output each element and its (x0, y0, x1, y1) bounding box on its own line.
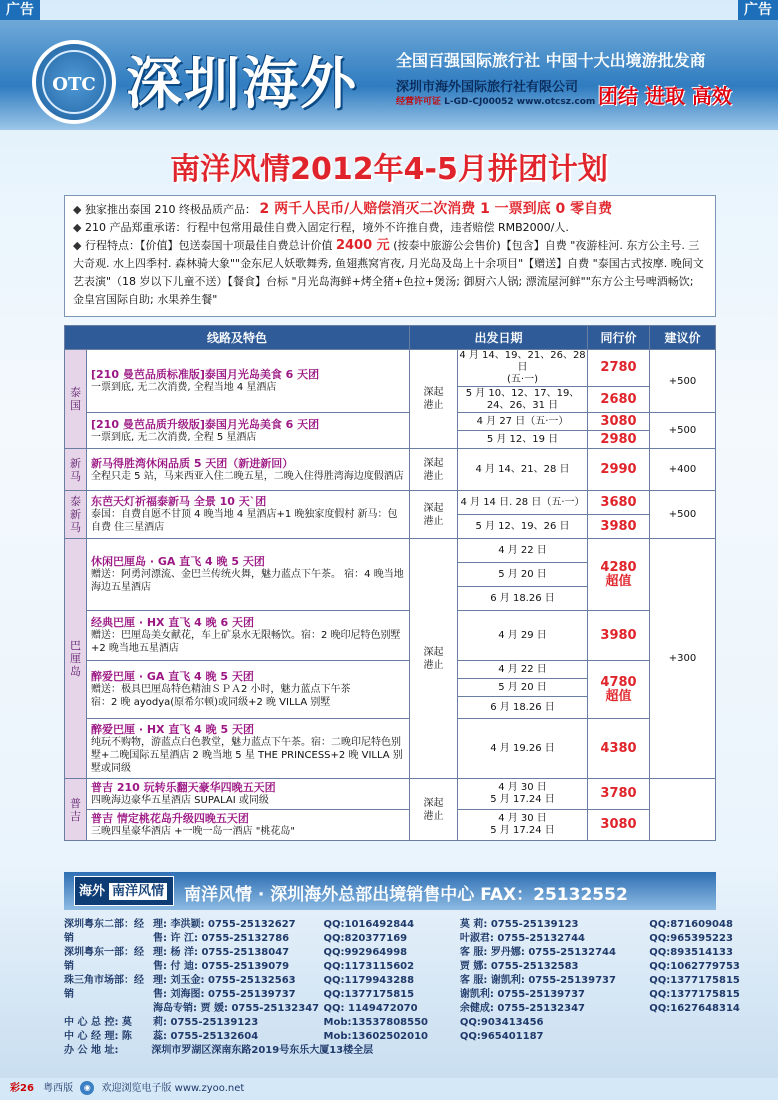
contact-cell: 理: 杨 洋: 0755-25138047 (153, 947, 290, 958)
route-name: 东芭天灯祈福泰新马 全景 10 天`团 (91, 495, 267, 508)
otc-logo (32, 40, 116, 124)
region-thai: 泰 国 (65, 350, 87, 449)
contact-cell (64, 1002, 153, 1016)
contact-cell: 理: 刘玉金: 0755-25132563 (153, 975, 296, 986)
route-name: 普吉 210 玩转乐翻天豪华四晚五天团 (91, 781, 276, 794)
sales-logo-b: 南洋风情 (109, 883, 167, 900)
route-cell (87, 539, 410, 611)
intro-line-1 (73, 200, 707, 219)
table-header-row (65, 326, 716, 350)
contact-cell: 谢凯利: 0755-25139737 (459, 989, 586, 1000)
contact-row (64, 974, 744, 988)
contact-cell: 售: 付 迪: 0755-25139079 (153, 961, 290, 972)
route-desc: 全程只走 5 站，马来西亚入住二晚五星，二晚入住得胜湾海边度假酒店 (91, 470, 404, 482)
contact-cell: QQ:1377175815 (323, 989, 415, 1000)
price-cell: 4280 超值 (588, 539, 650, 611)
contact-row (64, 1016, 744, 1030)
price-cell: 3080 (588, 413, 650, 431)
route-name: 普吉 情定桃花岛升级四晚五天团 (91, 812, 249, 825)
contact-cell: 客 服: 谢凯利: 0755-25139737 (459, 975, 616, 986)
contact-cell: QQ:1173115602 (323, 961, 415, 972)
route-name: 醉爱巴厘 · HX 直飞 4 晚 5 天团 (91, 722, 254, 736)
header-banner (0, 20, 778, 130)
logo-text: OTC (52, 74, 96, 95)
contact-cell: 深圳市罗湖区深南东路2019号东乐大厦13楼全层 (151, 1045, 374, 1056)
sales-logo (74, 876, 174, 906)
date-cell: 5 月 12、19 日 (458, 431, 588, 449)
date-cell: 4 月 19.26 日 (458, 719, 588, 779)
contact-cell (331, 1044, 465, 1058)
date-cell: 4 月 22 日 (458, 661, 588, 679)
route-cell (87, 719, 410, 779)
price-cell: 3780 (588, 779, 650, 810)
route-desc: 赠送：阿勇河漂流、金巴兰传统火舞，魅力蓝点下午茶。 宿：4 晚当地海边五星酒店 (91, 569, 404, 593)
departure-cell: 深起 港止 (410, 539, 458, 779)
contact-cell: 售: 许 江: 0755-25132786 (153, 933, 290, 944)
sales-logo-a: 海外 (79, 884, 106, 899)
contact-row (64, 932, 744, 946)
intro-text: 210 产品郑重承诺：行程中包常用最佳自费入固定行程，境外不许推自费，违者赔偿 RMB2000/人. (84, 221, 569, 234)
contact-cell: 客 服: 罗丹娜: 0755-25132744 (459, 947, 616, 958)
license-row (396, 94, 595, 107)
suggest-cell: +400 (650, 449, 716, 491)
globe-icon: ◉ (80, 1081, 94, 1095)
contact-cell: 叶淑君: 0755-25132744 (459, 933, 586, 944)
route-name: [210 曼芭品质升级版]泰国月光岛美食 6 天团 (91, 417, 320, 431)
contact-cell: QQ:965401187 (459, 1031, 544, 1042)
contact-cell: QQ:871609048 (649, 919, 733, 930)
contact-cell: QQ:1377175815 (649, 989, 740, 1000)
contact-cell: QQ:893514133 (649, 947, 733, 958)
col-dates: 出发日期 (410, 326, 588, 350)
suggest-cell: +500 (650, 491, 716, 539)
contact-row (64, 1044, 744, 1058)
license-number: L-GD-CJ00052 www.otcsz.com (444, 97, 596, 107)
contact-row (64, 1002, 744, 1016)
date-cell: 4 月 30 日 5 月 17.24 日 (458, 779, 588, 810)
tour-table (64, 325, 716, 841)
contact-cell (651, 1044, 744, 1058)
contact-cell: 销 (64, 961, 74, 972)
contact-cell: 海岛专销: 贾 媛: 0755-25132347 (153, 1003, 320, 1014)
contact-cell: QQ:903413456 (459, 1017, 544, 1028)
contact-cell: 销 (64, 989, 74, 1000)
route-cell (87, 449, 410, 491)
date-cell: 4 月 30 日 5 月 17.24 日 (458, 810, 588, 841)
intro-line-2 (73, 219, 707, 237)
table-row (65, 779, 716, 810)
contact-cell: QQ:1062779753 (649, 961, 740, 972)
route-cell (87, 413, 410, 449)
contact-cell: QQ:1627648314 (649, 1003, 740, 1014)
route-cell (87, 779, 410, 810)
route-name: [210 曼芭品质标准版]泰国月光岛美食 6 天团 (91, 368, 320, 381)
date-cell: 4 月 14 日. 28 日（五·一） (458, 491, 588, 515)
route-desc: 一票到底, 无二次消费, 全程 5 星酒店 (91, 431, 257, 443)
contact-row (64, 946, 744, 960)
contact-cell: QQ:1179943288 (323, 975, 415, 986)
suggest-cell: +300 (650, 539, 716, 779)
date-cell: 5 月 12、19、26 日 (458, 515, 588, 539)
col-route: 线路及特色 (65, 326, 410, 350)
route-name: 醉爱巴厘 · GA 直飞 4 晚 5 天团 (91, 670, 254, 683)
intro-value: 2400 元 (335, 238, 390, 253)
contact-cell: Mob:13602502010 (323, 1031, 429, 1042)
route-desc: 赠送：极具巴厘岛特色精油ＳＰＡ2 小时，魅力蓝点下午茶 宿：2 晚 ayodya(原希尔顿)或同级+2 晚 VILLA 别墅 (91, 684, 351, 708)
contact-cell: QQ:820377169 (323, 933, 408, 944)
table-row (65, 810, 716, 841)
table-row (65, 449, 716, 491)
price-cell: 2780 (588, 350, 650, 387)
page-number: 彩26 (10, 1083, 34, 1094)
region-bali: 巴 厘 岛 (65, 539, 87, 779)
suggest-cell: +500 (650, 350, 716, 413)
top-slogan: 全国百强国际旅行社 中国十大出境游批发商 (396, 51, 706, 70)
contact-cell: 中 心 经 理: 陈 (64, 1031, 132, 1042)
contact-cell: QQ:965395223 (649, 933, 733, 944)
table-row (65, 539, 716, 563)
route-desc: 赠送：巴厘岛美女献花，车上矿泉水无限畅饮。宿：2 晚印尼特色别墅+2 晚当地五星酒店 (91, 630, 401, 654)
route-desc: 四晚海边豪华五星酒店 SUPALAI 或同级 (91, 795, 269, 806)
contact-cell: 莫 莉: 0755-25139123 (459, 919, 579, 930)
departure-cell: 深起 港止 (410, 491, 458, 539)
contact-row (64, 1030, 744, 1044)
brand-name: 深圳海外 (126, 51, 358, 117)
contact-cell: QQ:1377175815 (649, 975, 740, 986)
contact-cell: 蕊: 0755-25132604 (153, 1031, 259, 1042)
contact-cell: 珠三角市场部：经 (64, 975, 144, 986)
contact-cell: 深圳粤东一部：经 (64, 947, 144, 958)
route-name: 休闲巴厘岛 · GA 直飞 4 晚 5 天团 (91, 555, 265, 568)
contact-cell: 莉: 0755-25139123 (153, 1017, 259, 1028)
contact-cell (649, 1016, 744, 1030)
sales-banner (64, 872, 716, 910)
intro-text: 行程特点：【价值】包送泰国十项最佳自费总计价值 (84, 239, 333, 252)
price-cell: 3980 (588, 611, 650, 661)
route-desc: 纯玩不购物，游蓝点白色教堂，魅力蓝点下午茶。宿：二晚印尼特色别墅+二晚国际五星酒店 2 晚当地 5 星 THE PRINCESS+2 晚 VILLA 别墅或同级 (91, 736, 403, 774)
table-row (65, 350, 716, 387)
date-cell: 4 月 14、19、21、26、28 日 (五·一) (459, 350, 586, 385)
price-cell: 2980 (588, 431, 650, 449)
contact-cell: 办 公 地 址: (64, 1045, 119, 1056)
departure-cell: 深起 港止 (410, 350, 458, 449)
date-cell: 6 月 18.26 日 (458, 587, 588, 611)
contact-cell: 销 (64, 933, 74, 944)
motto: 团结 进取 高效 (598, 84, 732, 108)
date-cell: 5 月 20 日 (458, 679, 588, 697)
price-cell: 2990 (588, 449, 650, 491)
suggest-cell: +500 (650, 413, 716, 449)
contact-cell: QQ:1016492844 (323, 919, 415, 930)
bullet-icon: ◆ (73, 203, 85, 216)
contact-cell: Mob:13537808550 (323, 1017, 429, 1028)
bullet-icon: ◆ (73, 239, 85, 252)
date-cell: 5 月 20 日 (458, 563, 588, 587)
contact-cell: 中 心 总 控: 莫 (64, 1017, 132, 1028)
price-cell: 3680 (588, 491, 650, 515)
bullet-icon: ◆ (73, 221, 85, 234)
price-cell: 3980 (588, 515, 650, 539)
route-cell (87, 491, 410, 539)
table-row (65, 491, 716, 515)
contact-cell: QQ:992964998 (323, 947, 408, 958)
route-name: 新马得胜湾休闲品质 5 天团（新进新回） (91, 456, 294, 470)
table-row (65, 611, 716, 661)
route-name: 经典巴厘 · HX 直飞 4 晚 6 天团 (91, 616, 254, 629)
route-cell (87, 810, 410, 841)
table-row (65, 661, 716, 679)
contact-cell: 理: 李洪颖: 0755-25132627 (153, 919, 296, 930)
sales-title: 南洋风情 · 深圳海外总部出境销售中心 FAX：25132552 (184, 885, 628, 905)
intro-highlight: 2 两千人民币/人赔偿消灭二次消费 1 一票到底 0 零自费 (259, 201, 613, 217)
contact-cell: 售: 刘海图: 0755-25139737 (153, 989, 296, 1000)
license-label: 经营许可证 (396, 97, 442, 107)
date-cell: 4 月 14、21、28 日 (458, 449, 588, 491)
intro-text: 独家推出泰国 210 终极品质产品： (84, 203, 256, 216)
contact-cell (465, 1044, 651, 1058)
date-cell: 5 月 10、12、17、19、24、26、31 日 (458, 387, 588, 413)
date-cell: 4 月 29 日 (458, 611, 588, 661)
ad-label-left: 广告 (0, 0, 40, 20)
price-cell: 2680 (588, 387, 650, 413)
ad-label-right: 广告 (738, 0, 778, 20)
date-cell: 4 月 22 日 (458, 539, 588, 563)
region-taixinma: 泰 新 马 (65, 491, 87, 539)
date-cell: 6 月 18.26 日 (458, 697, 588, 719)
contact-row (64, 988, 744, 1002)
contact-row (64, 918, 744, 932)
route-desc: 一票到底, 无二次消费, 全程当地 4 星酒店 (91, 382, 277, 393)
intro-box (64, 195, 716, 317)
col-price: 同行价 (588, 326, 650, 350)
table-row (65, 413, 716, 431)
footer (0, 1078, 778, 1100)
route-cell (87, 611, 410, 661)
company-name: 深圳市海外国际旅行社有限公司 (396, 80, 579, 95)
intro-text: (按泰中旅游公会售价)【包含】自费 "夜游桂河. 东方公主号. 三大奇观. 水上四季村. 森林骑大象""金东尼人妖歌舞秀, 鱼翅燕窝宵夜, 月光岛及岛上十余项目"【赠送】自费 "泰国古式按摩. 晚间文艺表演"（18 岁以下儿童不送）【餐食】台标 "月光岛海鲜+烤全猪+色拉+煲汤; 御厨六人锅; 漂流屋河鲜""东方公主号啤酒畅饮; 金皇宫国际自助; 水果养生餐" (73, 239, 704, 306)
price-cell: 4380 (588, 719, 650, 779)
intro-line-3 (73, 237, 707, 309)
col-suggest: 建议价 (650, 326, 716, 350)
welcome-text: 欢迎浏览电子版 (101, 1083, 172, 1094)
contact-cell: 余健成: 0755-25132347 (459, 1003, 586, 1014)
price-cell: 3080 (588, 810, 650, 841)
region-xinma: 新 马 (65, 449, 87, 491)
contacts-list (64, 918, 744, 1058)
route-desc: 泰国：自费自愿不甘顶 4 晚当地 4 星酒店+1 晚独家度假村 新马：包自费 住三星酒店 (91, 509, 398, 533)
contact-row (64, 960, 744, 974)
route-cell (87, 661, 410, 719)
price-cell: 4780 超值 (588, 661, 650, 719)
region-puji: 普 吉 (65, 779, 87, 841)
departure-cell: 深起 港止 (410, 779, 458, 841)
suggest-cell (650, 779, 716, 841)
route-cell (87, 350, 410, 413)
contact-cell (649, 1030, 744, 1044)
contact-cell: 贾 娜: 0755-25132583 (459, 961, 579, 972)
route-desc: 三晚四星豪华酒店 +一晚一岛一酒店 "桃花岛" (91, 826, 295, 837)
contact-cell: QQ: 1149472070 (323, 1003, 418, 1014)
site-url[interactable]: www.zyoo.net (174, 1083, 245, 1094)
date-cell: 4 月 27 日（五·一） (458, 413, 588, 431)
contact-cell: 深圳粤东二部：经 (64, 919, 144, 930)
page-title: 南洋风情2012年4-5月拼团计划 (170, 152, 608, 187)
departure-cell: 深起 港止 (410, 449, 458, 491)
edition: 粤西版 (43, 1083, 74, 1094)
